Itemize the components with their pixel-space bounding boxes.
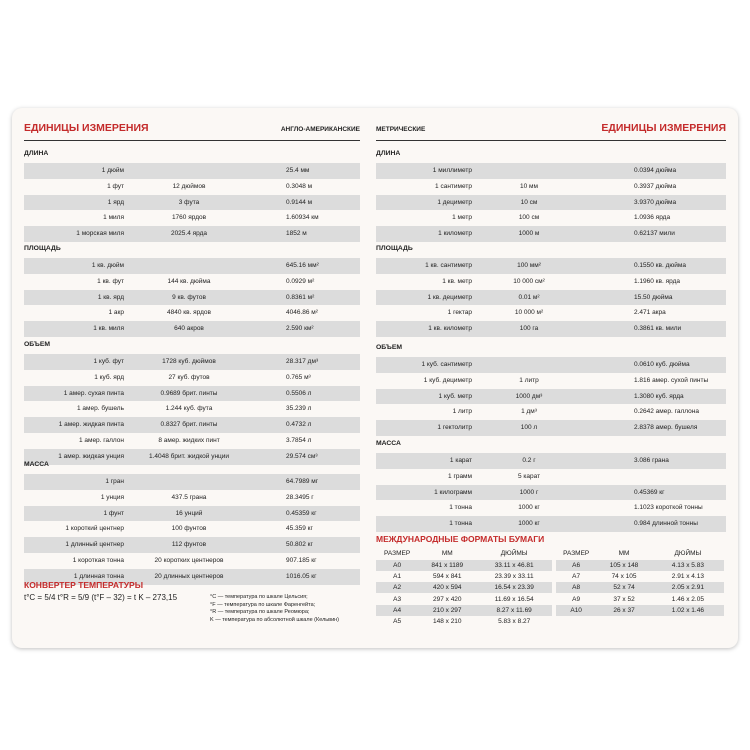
- left-section-area: [24, 245, 360, 337]
- paper-cell: 1.46 x 2.05: [671, 595, 704, 603]
- unit-equivalent: 0.01 м²: [518, 293, 540, 301]
- paper-header-row: [376, 548, 552, 560]
- unit-equivalent: 1728 куб. дюймов: [162, 358, 216, 365]
- section-title: МАССА: [376, 440, 401, 447]
- section-title: ПЛОЩАДЬ: [24, 245, 61, 252]
- unit-equivalent: 100 фунтов: [171, 525, 207, 533]
- right-subtitle: МЕТРИЧЕСКИЕ: [376, 126, 426, 133]
- temperature-note: °R — температура по шкале Реомюра;: [210, 609, 310, 615]
- paper-cell: A7: [572, 572, 581, 580]
- table-row: [376, 453, 726, 469]
- paper-header-cell: РАЗМЕР: [563, 550, 590, 558]
- paper-cell: 5.83 x 8.27: [498, 618, 531, 626]
- unit-equivalent: 27 куб. футов: [168, 373, 210, 381]
- unit-equivalent: 1000 дм³: [515, 392, 543, 400]
- table-row: [376, 210, 726, 226]
- unit-equivalent: 10 см: [520, 198, 538, 206]
- paper-row: [556, 582, 724, 593]
- unit-name: 1 тонна: [449, 520, 472, 528]
- paper-cell: 841 x 1189: [418, 560, 476, 571]
- unit-name: 1 сантиметр: [435, 182, 472, 190]
- table-row: [24, 386, 360, 402]
- unit-name: 1 грамм: [448, 472, 472, 480]
- unit-conversion: 15.50 дюйма: [634, 293, 673, 301]
- unit-conversion: 2.471 акра: [634, 309, 666, 317]
- paper-cell: 210 x 297: [418, 605, 476, 616]
- table-row: [376, 258, 726, 274]
- paper-header-cell: ДЮЙМЫ: [674, 550, 702, 558]
- paper-row: [556, 560, 724, 571]
- unit-equivalent: 112 фунтов: [171, 541, 207, 549]
- paper-cell: 297 x 420: [432, 595, 462, 603]
- unit-equivalent: 10 мм: [520, 182, 538, 190]
- table-row: [24, 370, 360, 386]
- unit-name: 1 кв. ярд: [97, 293, 124, 301]
- paper-title: МЕЖДУНАРОДНЫЕ ФОРМАТЫ БУМАГИ: [376, 534, 545, 544]
- unit-conversion: 3.9370 дюйма: [634, 198, 677, 206]
- table-row: [24, 305, 360, 321]
- temperature-title: КОНВЕРТЕР ТЕМПЕРАТУРЫ: [24, 580, 144, 590]
- paper-header-cell: РАЗМЕР: [384, 550, 411, 558]
- section-title: ДЛИНА: [376, 150, 401, 157]
- unit-conversion: 1.60934 км: [286, 214, 319, 222]
- right-section-mass: [376, 440, 726, 532]
- table-row: [376, 321, 726, 337]
- paper-cell: 37 x 52: [613, 595, 635, 603]
- paper-cell: 420 x 594: [418, 582, 476, 593]
- unit-conversion: 64.7989 мг: [286, 478, 319, 485]
- paper-cell: A0: [376, 560, 418, 571]
- paper-header-row: [556, 548, 724, 560]
- unit-equivalent: 1 литр: [519, 376, 539, 384]
- unit-conversion: 0.62137 мили: [634, 230, 675, 238]
- table-row: [376, 420, 726, 436]
- table-row: [24, 553, 360, 569]
- unit-equivalent: 10 000 см²: [513, 277, 545, 285]
- unit-name: 1 куб. дециметр: [423, 376, 472, 384]
- paper-row: [376, 571, 552, 582]
- table-row: [24, 163, 360, 179]
- left-title: ЕДИНИЦЫ ИЗМЕРЕНИЯ: [24, 122, 149, 134]
- unit-conversion: 0.5506 л: [286, 389, 312, 397]
- unit-equivalent: 1760 ярдов: [171, 214, 207, 222]
- paper-cell: A4: [376, 605, 418, 616]
- unit-equivalent: 100 см: [518, 214, 540, 222]
- unit-conversion: 0.2642 амер. галлона: [634, 408, 699, 416]
- unit-conversion: 28.3495 г: [286, 493, 314, 501]
- unit-name: 1 морская миля: [76, 230, 124, 238]
- table-row: [24, 226, 360, 242]
- paper-cell: 1.02 x 1.46: [652, 605, 724, 616]
- unit-conversion: 1.1960 кв. ярда: [634, 277, 680, 285]
- paper-row: [376, 582, 552, 593]
- temperature-formula: t°C = 5/4 t°R = 5/9 (t°F – 32) = t K – 273,15: [24, 593, 178, 602]
- unit-equivalent: 0.9689 брит. пинты: [160, 389, 218, 397]
- unit-name: 1 длинная тонна: [73, 572, 124, 580]
- unit-conversion: 1852 м: [286, 230, 307, 238]
- unit-equivalent: 20 длинных центнеров: [154, 572, 224, 580]
- unit-conversion: 50.802 кг: [286, 541, 313, 549]
- unit-equivalent: 100 га: [519, 325, 539, 333]
- paper-cell: 594 x 841: [432, 572, 462, 580]
- paper-table-left: [376, 548, 552, 627]
- table-row: [24, 537, 360, 553]
- unit-equivalent: 10 000 м²: [514, 309, 544, 317]
- right-divider: [376, 140, 726, 141]
- unit-equivalent: 0.8327 брит. пинты: [160, 421, 218, 429]
- unit-name: 1 кв. сантиметр: [425, 262, 472, 269]
- unit-conversion: 3.7854 л: [286, 436, 312, 444]
- unit-equivalent: 12 дюймов: [172, 182, 206, 190]
- section-title: МАССА: [24, 461, 49, 468]
- unit-equivalent: 16 унций: [175, 509, 203, 517]
- unit-conversion: 0.4732 л: [286, 421, 312, 429]
- unit-name: 1 акр: [108, 309, 124, 317]
- table-row: [376, 404, 726, 420]
- section-title: ПЛОЩАДЬ: [376, 245, 413, 252]
- unit-conversion: 0.45359 кг: [286, 509, 317, 517]
- unit-conversion: 4046.86 м²: [286, 309, 318, 317]
- paper-header-cell: ММ: [441, 550, 453, 558]
- paper-row: [556, 605, 724, 616]
- temperature-note: °F — температура по шкале Фаренгейта;: [210, 601, 316, 608]
- unit-conversion: 0.765 м³: [286, 373, 311, 381]
- paper-cell: 148 x 210: [432, 618, 462, 626]
- unit-equivalent: 1000 г: [519, 488, 539, 496]
- table-row: [24, 354, 360, 370]
- unit-conversion: 0.0610 куб. дюйма: [634, 361, 690, 368]
- unit-equivalent: 640 акров: [174, 325, 204, 333]
- unit-conversion: 1016.05 кг: [286, 572, 317, 580]
- unit-name: 1 ярд: [107, 198, 124, 206]
- paper-table-right: [556, 548, 724, 616]
- table-row: [376, 226, 726, 242]
- unit-name: 1 килограмм: [434, 488, 472, 496]
- paper-row: [376, 560, 552, 571]
- table-row: [24, 506, 360, 522]
- unit-name: 1 дюйм: [101, 167, 124, 174]
- unit-name: 1 амер. жидкая унция: [58, 452, 124, 460]
- unit-conversion: 45.359 кг: [286, 525, 313, 533]
- section-title: ОБЪЕМ: [24, 341, 51, 348]
- paper-cell: A6: [556, 560, 596, 571]
- unit-conversion: 907.185 кг: [286, 556, 317, 564]
- paper-header-cell: ДЮЙМЫ: [500, 550, 528, 558]
- paper-cell: 8.27 x 11.69: [476, 605, 552, 616]
- table-row: [376, 469, 726, 485]
- unit-equivalent: 8 амер. жидких пинт: [158, 436, 220, 444]
- unit-conversion: 1.1023 короткой тонны: [634, 504, 703, 512]
- left-header: [24, 122, 360, 138]
- unit-equivalent: 100 мм²: [517, 262, 541, 269]
- unit-conversion: 0.984 длинной тонны: [634, 520, 698, 528]
- unit-name: 1 кв. фут: [97, 277, 124, 285]
- left-section-mass: [24, 461, 360, 585]
- unit-name: 1 фунт: [103, 509, 124, 517]
- unit-conversion: 1.3080 куб. ярда: [634, 392, 684, 400]
- unit-equivalent: 1000 кг: [518, 520, 540, 528]
- right-title: ЕДИНИЦЫ ИЗМЕРЕНИЯ: [601, 122, 726, 134]
- table-row: [24, 179, 360, 195]
- unit-name: 1 фут: [107, 182, 124, 190]
- paper-cell: 33.11 x 46.81: [476, 560, 552, 571]
- temperature-note: °C — температура по шкале Цельсия;: [210, 594, 308, 600]
- paper-cell: A8: [556, 582, 596, 593]
- unit-conversion: 1.816 амер. сухой пинты: [634, 376, 709, 384]
- unit-name: 1 кв. дециметр: [427, 293, 472, 301]
- paper-formats: [376, 534, 726, 626]
- unit-conversion: 0.45369 кг: [634, 488, 665, 496]
- unit-name: 1 короткая тонна: [72, 556, 124, 564]
- unit-name: 1 куб. ярд: [94, 373, 124, 381]
- unit-conversion: 0.3048 м: [286, 182, 313, 190]
- paper-cell: 74 x 105: [611, 572, 637, 580]
- temperature-notes: [210, 594, 339, 624]
- unit-equivalent: 3 фута: [178, 198, 200, 206]
- unit-name: 1 амер. бушель: [77, 405, 124, 413]
- table-row: [24, 210, 360, 226]
- right-section-length: [376, 150, 726, 242]
- unit-equivalent: 0.2 г: [522, 457, 536, 464]
- unit-conversion: 0.1550 кв. дюйма: [634, 262, 686, 269]
- unit-equivalent: 4840 кв. ярдов: [166, 309, 212, 317]
- unit-name: 1 миллиметр: [432, 167, 472, 174]
- table-row: [24, 290, 360, 306]
- unit-name: 1 кв. километр: [428, 325, 472, 333]
- table-row: [376, 290, 726, 306]
- left-divider: [24, 140, 360, 141]
- table-row: [24, 401, 360, 417]
- unit-name: 1 кв. миля: [93, 325, 124, 333]
- right-section-volume: [376, 344, 726, 436]
- table-row: [376, 274, 726, 290]
- unit-name: 1 метр: [452, 214, 472, 222]
- unit-name: 1 унция: [100, 493, 124, 501]
- unit-equivalent: 9 кв. футов: [172, 293, 206, 301]
- paper-row: [376, 593, 552, 604]
- right-header: [376, 122, 726, 138]
- table-row: [376, 179, 726, 195]
- unit-name: 1 карат: [449, 457, 472, 464]
- section-title: ОБЪЕМ: [376, 344, 403, 351]
- table-row: [376, 373, 726, 389]
- paper-cell: 11.69 x 16.54: [494, 595, 534, 603]
- unit-equivalent: 5 карат: [517, 472, 541, 480]
- unit-equivalent: 20 коротких центнеров: [154, 556, 224, 564]
- unit-name: 1 куб. метр: [438, 392, 472, 400]
- unit-conversion: 645.16 мм²: [286, 262, 319, 269]
- table-row: [24, 490, 360, 506]
- paper-cell: 26 x 37: [596, 605, 651, 616]
- unit-conversion: 35.239 л: [286, 405, 312, 413]
- unit-conversion: 0.3937 дюйма: [634, 182, 677, 190]
- table-row: [24, 474, 360, 490]
- table-row: [24, 195, 360, 211]
- unit-name: 1 гран: [105, 478, 124, 485]
- unit-conversion: 0.3861 кв. мили: [634, 325, 682, 333]
- table-row: [376, 163, 726, 179]
- paper-cell: A9: [572, 595, 581, 603]
- table-row: [376, 516, 726, 532]
- unit-equivalent: 1 дм³: [521, 408, 537, 416]
- paper-cell: A10: [556, 605, 596, 616]
- temperature-note: K — температура по абсолютной шкале (Кельвин): [210, 616, 340, 623]
- unit-name: 1 амер. сухая пинта: [63, 389, 124, 397]
- unit-name: 1 куб. сантиметр: [421, 361, 472, 368]
- unit-conversion: 1.0936 ярда: [634, 214, 671, 222]
- unit-name: 1 амер. галлон: [78, 436, 124, 444]
- paper-cell: A3: [393, 595, 402, 603]
- unit-equivalent: 2025.4 ярда: [170, 230, 208, 238]
- unit-name: 1 миля: [103, 214, 124, 222]
- unit-conversion: 0.9144 м: [286, 198, 313, 206]
- table-row: [24, 258, 360, 274]
- unit-equivalent: 1.244 куб. фута: [165, 405, 213, 413]
- unit-equivalent: 437.5 грана: [171, 493, 207, 501]
- unit-name: 1 гектар: [447, 309, 472, 317]
- left-section-volume: [24, 341, 360, 465]
- table-row: [24, 274, 360, 290]
- unit-equivalent: 144 кв. дюйма: [167, 277, 211, 285]
- unit-name: 1 длинный центнер: [65, 541, 124, 549]
- temperature-converter: [24, 580, 360, 623]
- unit-conversion: 2.590 км²: [286, 325, 314, 333]
- unit-name: 1 кв. дюйм: [91, 262, 124, 269]
- paper-header-cell: ММ: [618, 550, 630, 558]
- paper-cell: 2.91 x 4.13: [671, 572, 704, 580]
- unit-name: 1 тонна: [449, 504, 472, 512]
- unit-name: 1 кв. метр: [442, 277, 472, 285]
- table-row: [376, 389, 726, 405]
- paper-cell: A2: [376, 582, 418, 593]
- paper-cell: 2.05 x 2.91: [652, 582, 724, 593]
- paper-row: [556, 593, 724, 604]
- table-row: [376, 357, 726, 373]
- paper-row: [556, 571, 724, 582]
- table-row: [24, 433, 360, 449]
- table-row: [24, 521, 360, 537]
- unit-name: 1 литр: [452, 408, 472, 416]
- paper-cell: 4.13 x 5.83: [652, 560, 724, 571]
- unit-name: 1 километр: [438, 230, 472, 238]
- paper-cell: 16.54 x 23.39: [476, 582, 552, 593]
- paper-cell: A1: [393, 572, 402, 580]
- unit-conversion: 2.8378 амер. бушеля: [634, 424, 698, 432]
- unit-conversion: 29.574 см³: [286, 452, 318, 460]
- unit-name: 1 гектолитр: [437, 424, 472, 432]
- unit-conversion: 3.086 грана: [634, 457, 669, 464]
- section-title: ДЛИНА: [24, 150, 49, 157]
- right-section-area: [376, 245, 726, 337]
- unit-conversion: 0.0394 дюйма: [634, 167, 677, 174]
- unit-conversion: 25.4 мм: [286, 167, 310, 174]
- unit-equivalent: 1.4048 брит. жидкой унции: [148, 452, 230, 460]
- unit-name: 1 куб. фут: [93, 358, 124, 365]
- table-row: [376, 500, 726, 516]
- paper-row: [376, 605, 552, 616]
- paper-cell: 105 x 148: [596, 560, 651, 571]
- table-row: [24, 417, 360, 433]
- unit-conversion: 28.317 дм³: [286, 358, 319, 365]
- unit-name: 1 дециметр: [437, 198, 472, 206]
- table-row: [376, 485, 726, 501]
- paper-cell: A5: [393, 618, 402, 626]
- table-row: [376, 195, 726, 211]
- unit-equivalent: 100 л: [520, 424, 538, 432]
- unit-name: 1 короткий центнер: [65, 525, 124, 533]
- unit-equivalent: 1000 кг: [518, 504, 540, 512]
- unit-conversion: 0.8361 м²: [286, 293, 315, 301]
- unit-equivalent: 1000 м: [518, 230, 540, 238]
- unit-name: 1 амер. жидкая пинта: [58, 421, 124, 429]
- table-row: [376, 305, 726, 321]
- paper-cell: 23.39 x 33.11: [494, 572, 534, 580]
- unit-conversion: 0.0929 м²: [286, 277, 315, 285]
- reference-card: [12, 108, 738, 648]
- paper-cell: 52 x 74: [596, 582, 651, 593]
- paper-row: [376, 616, 552, 627]
- table-row: [24, 321, 360, 337]
- left-section-length: [24, 150, 360, 242]
- left-subtitle: АНГЛО-АМЕРИКАНСКИЕ: [280, 126, 360, 133]
